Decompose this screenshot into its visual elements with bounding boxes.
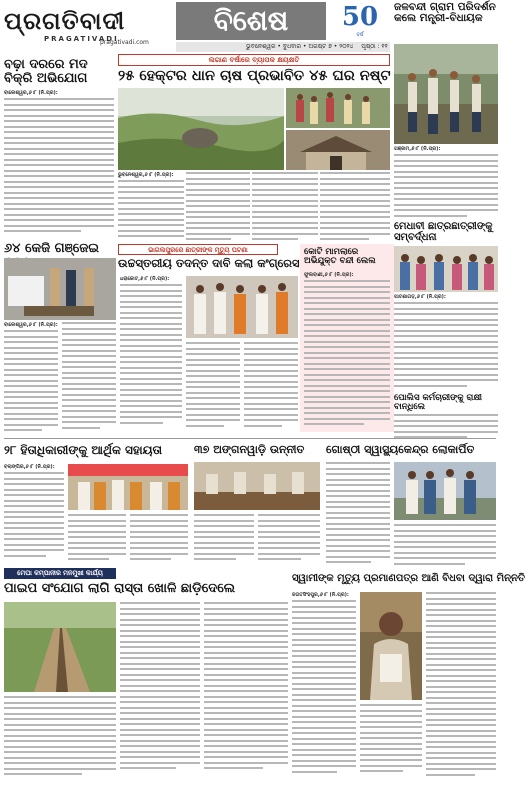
- page-number: ପୃଷ୍ଠା : ୧୨: [361, 43, 388, 50]
- health-photo: [394, 462, 496, 520]
- newspaper-logo: [4, 6, 149, 46]
- minister-photo: [394, 44, 498, 144]
- liquor-headline: ବଢ଼ା ଦରରେ ମଦ ବିକ୍ରି ଅଭିଯୋଗ: [4, 57, 88, 86]
- students-byline-box: [394, 294, 498, 300]
- health-headline: ଗୋଷ୍ଠୀ ସ୍ୱାସ୍ଥ୍ୟକେନ୍ଦ୍ର ଲୋକାର୍ପିତ: [326, 443, 475, 456]
- newspaper-name-latin: PRAGATIVADI: [44, 35, 119, 43]
- ganja-byline: ବାଲେଶ୍ୱର,୬।୮ (ନି.ପ୍ର):: [4, 322, 58, 328]
- congress-photo: [186, 276, 298, 338]
- liquor-byline-box: [4, 90, 114, 96]
- beneficiary-body-col3: [130, 514, 188, 564]
- section-banner: ବିଶେଷ: [176, 2, 326, 40]
- beneficiary-body-col2: [68, 514, 126, 564]
- lead-byline: ଭୁବନେଶ୍ୱର,୬।୮ (ନି.ପ୍ର):: [118, 172, 174, 178]
- health-body-col1: [326, 462, 390, 570]
- pipe-body-col1: [4, 696, 116, 780]
- health-headline-box: [326, 444, 496, 456]
- minister-byline: ଗଞ୍ଜାମ,୬।୮ (ନି.ପ୍ର):: [394, 146, 441, 152]
- students-image: [394, 246, 498, 292]
- beneficiary-byline-box: [4, 464, 64, 470]
- widow-headline-box: [292, 573, 525, 585]
- minister-headline: ଜଳବନ୍ଦୀ ଗ୍ରାମ ପରିଦର୍ଶନ କଲେ ମନ୍ତ୍ରୀ-ବିଧାୟକ: [394, 1, 496, 25]
- anganwadi-image: [194, 462, 320, 510]
- congress-body-col3: [244, 342, 298, 434]
- minister-photo-image: [394, 44, 498, 144]
- damaged-house-image: [286, 130, 390, 170]
- police-headline: ପୋଲିସ କର୍ମଚାରୀଙ୍କୁ ରାକ୍ଷୀ ବାନ୍ଧିଲେ: [394, 393, 482, 412]
- mid-boxed-headline-box: [304, 248, 392, 266]
- liquor-body: [4, 98, 114, 238]
- lead-body-col1: [118, 180, 184, 242]
- pipe-kicker: ମେଘା କମ୍ପାନୀର ମନମୁଖୀ କାର୍ଯ୍ୟ: [17, 569, 103, 577]
- congress-kicker: ଭାଗଲପୁରରେ ଛାତ୍ରୀଙ୍କ ମୃତ୍ୟୁ ଘଟଣା: [148, 246, 248, 254]
- beneficiary-image: [68, 464, 188, 510]
- anganwadi-body-col2: [258, 514, 320, 564]
- police-headline-box: [394, 394, 498, 412]
- widow-body-col3: [426, 592, 496, 780]
- anganwadi-headline: ୩୭ ଅଙ୍ଗନୱାଡ଼ି ଉନ୍ନୀତ: [194, 443, 305, 456]
- beneficiary-byline: ବଲାଙ୍ଗିର,୬।୮ (ନି.ପ୍ର):: [4, 464, 55, 470]
- widow-body-col1: [292, 600, 356, 780]
- lead-body-col2: [186, 172, 250, 242]
- students-body: [394, 302, 498, 392]
- pipe-body-col2: [120, 602, 200, 780]
- mid-boxed-body: [304, 280, 390, 428]
- flood-field-photo: [118, 88, 284, 170]
- liquor-headline-box: [4, 58, 114, 85]
- students-headline: ମେଧାବୀ ଛାତ୍ରଛାତ୍ରୀଙ୍କୁ ସମ୍ବର୍ଦ୍ଧନା: [394, 221, 493, 243]
- congress-headline-box: [118, 257, 298, 269]
- website: pragativadi.com: [100, 39, 149, 46]
- students-headline-box: [394, 222, 498, 243]
- lead-byline-box: [118, 172, 184, 178]
- pipe-headline-box: [4, 582, 288, 596]
- ganja-body-col1: [4, 330, 58, 434]
- anniversary-logo: [330, 2, 390, 40]
- liquor-byline: ବାଲେଶ୍ୱର,୬।୮ (ନି.ପ୍ର):: [4, 90, 58, 96]
- anganwadi-headline-box: [194, 444, 320, 456]
- health-body-col2: [394, 524, 496, 570]
- pipe-kicker-box: [4, 568, 116, 579]
- date-text: ଭୁବନେଶ୍ୱର • ବୁଧବାର • ଅଗଷ୍ଟ ୭ • ୨୦୨୪: [246, 43, 354, 50]
- minister-headline-box: [394, 2, 498, 42]
- mid-boxed-headline: କୋଟି ମାମଲାରେ ଅଭିଯୁକ୍ତ ବନ୍ଦୀ ଲେଲ: [304, 247, 376, 266]
- lead-body-col3: [252, 172, 318, 242]
- beneficiary-headline-box: [4, 444, 184, 457]
- anniversary-caption: ବର୍ଷ: [356, 32, 364, 38]
- minister-body: [394, 154, 498, 220]
- widow-photo: [360, 592, 422, 700]
- widow-image: [360, 592, 422, 700]
- ganja-headline: ୬୪ କେଜି ଗଞ୍ଜେଇ: [4, 241, 100, 256]
- pipe-road-image: [4, 602, 116, 692]
- section-divider: [4, 438, 496, 439]
- widow-headline: ସ୍ୱାମୀଙ୍କ ମୃତ୍ୟୁ ପ୍ରମାଣପତ୍ର ଆଣି ବିଧବା ଦ୍ୱାରା ମିନ୍ନତି: [292, 573, 525, 584]
- widow-body-col2: [360, 704, 422, 780]
- pipe-road-photo: [4, 602, 116, 692]
- lead-headline: ୨୫ ହେକ୍ଟର ଧାନ ଚାଷ ପ୍ରଭାବିତ ୪୫ ଘର ନଷ୍ଟ: [118, 67, 391, 84]
- lead-headline-box: [118, 68, 390, 86]
- pipe-headline: ପାଇପ ସଂଯୋଗ ଲାଗି ରାସ୍ତା ଖୋଳି ଛାଡ଼ିଦେଲେ: [4, 581, 236, 596]
- villagers-image: [286, 88, 390, 128]
- beneficiary-headline: ୨୮ ହିତାଧିକାରୀଙ୍କୁ ଆର୍ଥିକ ସହାୟତା: [4, 443, 163, 457]
- mid-boxed-byline-box: [304, 272, 392, 278]
- beneficiary-body-col1: [4, 472, 64, 562]
- pipe-body-col3: [204, 602, 288, 780]
- congress-kicker-box: [118, 244, 278, 255]
- mid-boxed-byline: ଫୁଲବାଣୀ,୬।୮ (ନି.ପ୍ର):: [304, 272, 354, 278]
- dateline: [176, 42, 390, 52]
- congress-headline: ଉଚ୍ଚସ୍ତରୀୟ ତଦନ୍ତ ଦାବି କଲା କଂଗ୍ରେସ: [118, 256, 300, 270]
- ganja-byline-box: [4, 322, 64, 328]
- lead-kicker: ଲଗାଣ ବର୍ଷାରେ ବ୍ୟାପକ କ୍ଷୟକ୍ଷତି: [208, 56, 300, 64]
- damaged-house-photo: [286, 130, 390, 170]
- widow-byline: ଜଗତସିଂହପୁର,୬।୮ (ନି.ପ୍ର):: [292, 592, 349, 598]
- anganwadi-body-col1: [194, 514, 254, 564]
- villagers-photo: [286, 88, 390, 128]
- ganja-photo: [4, 258, 116, 320]
- congress-body-col1: [120, 284, 182, 432]
- anganwadi-photo: [194, 462, 320, 510]
- anniversary-number: 50: [341, 2, 379, 32]
- health-image: [394, 462, 496, 520]
- lead-body-col4: [320, 172, 390, 242]
- minister-story-text: [394, 146, 498, 152]
- lead-kicker-box: [118, 54, 390, 66]
- congress-byline-box: [120, 276, 180, 282]
- widow-byline-box: [292, 592, 356, 598]
- flood-field-image: [118, 88, 284, 170]
- congress-image: [186, 276, 298, 338]
- newspaper-name: ପ୍ରଗତିବାଦୀ: [4, 6, 126, 35]
- ganja-body-col2: [62, 322, 116, 434]
- congress-byline: ଧରାକୋଟ,୬।୮ (ନି.ପ୍ର):: [120, 276, 170, 282]
- ganja-image: [4, 258, 116, 320]
- students-byline: ପାଟଣାଗଡ଼,୬।୮ (ନି.ପ୍ର):: [394, 294, 446, 300]
- beneficiary-photo: [68, 464, 188, 510]
- congress-body-col2: [186, 342, 240, 434]
- students-photo: [394, 246, 498, 292]
